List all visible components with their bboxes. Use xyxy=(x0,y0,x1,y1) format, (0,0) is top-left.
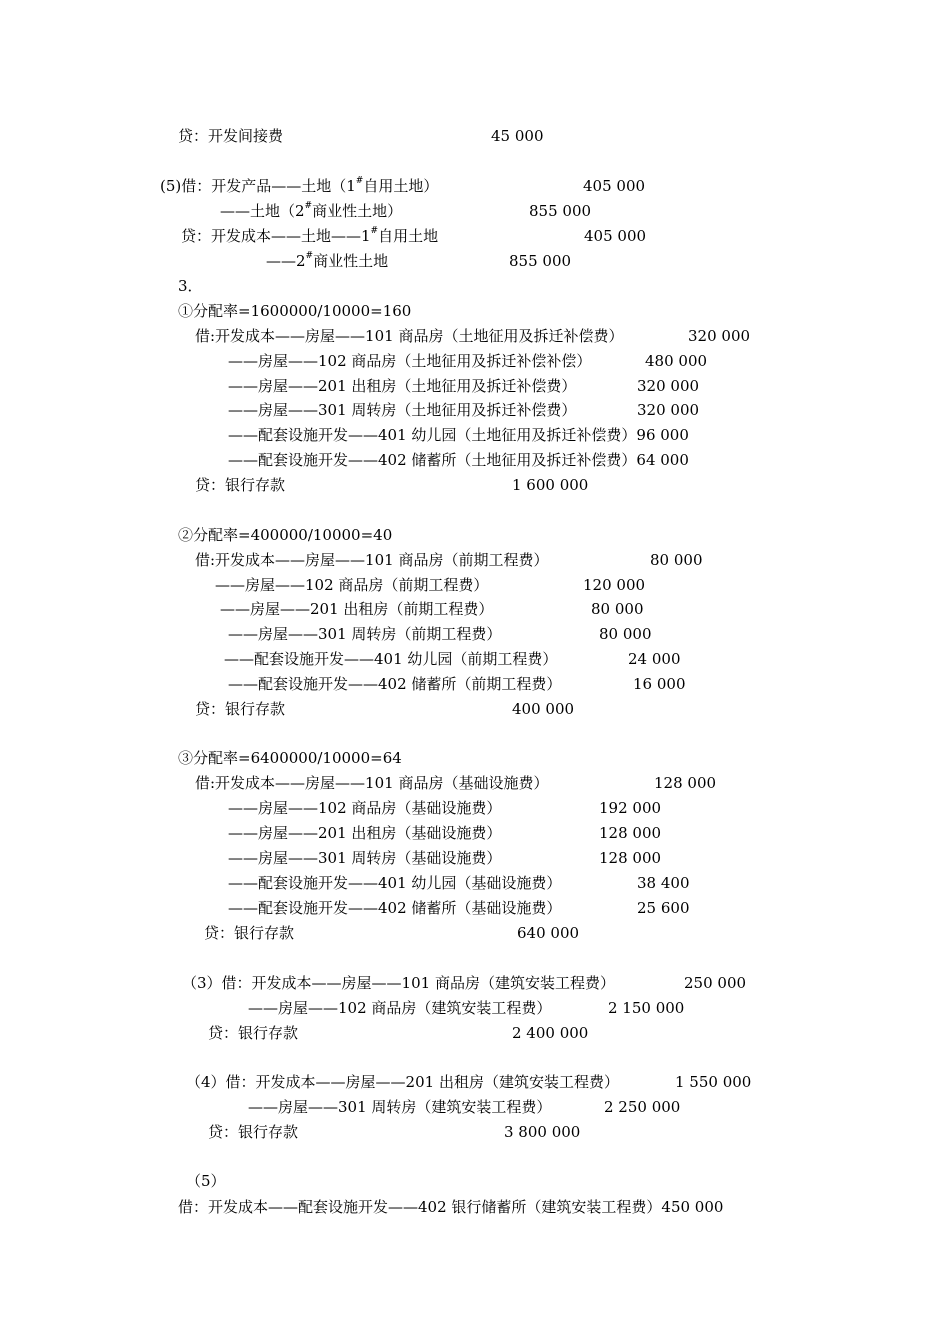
entry-line xyxy=(181,227,438,245)
entry-line xyxy=(228,625,501,643)
entry-line xyxy=(195,700,285,718)
entry-text: 贷：银行存款 xyxy=(195,700,286,718)
entry-line xyxy=(228,377,576,395)
entry-text: （5） xyxy=(186,1172,226,1190)
entry-text: 贷：开发成本——土地——1 xyxy=(181,227,371,245)
entry-amount: 192 000 xyxy=(599,799,662,817)
entry-text: ——配套设施开发——402 储蓄所（基础设施费） xyxy=(228,899,562,917)
entry-text: ——配套设施开发——401 幼儿园（前期工程费） xyxy=(224,650,558,668)
entry-text: 贷：银行存款 xyxy=(208,1123,299,1141)
entry-line xyxy=(195,774,548,792)
entry-amount: 405 000 xyxy=(583,177,646,195)
entry-text: 借:开发成本——房屋——101 商品房（前期工程费） xyxy=(195,551,549,569)
entry-amount: 1 550 000 xyxy=(675,1073,752,1091)
entry-text: （4）借：开发成本——房屋——201 出租房（建筑安装工程费） xyxy=(186,1073,619,1091)
entry-text: ——房屋——102 商品房（土地征用及拆迁补偿补偿） xyxy=(228,352,592,370)
entry-amount: 640 000 xyxy=(517,924,580,942)
entry-line xyxy=(208,1024,298,1042)
entry-amount: 320 000 xyxy=(688,327,751,345)
superscript-mark: # xyxy=(370,226,379,236)
entry-line xyxy=(228,426,689,444)
entry-amount: 38 400 xyxy=(637,874,690,892)
entry-line xyxy=(186,1172,226,1190)
entry-amount: 80 000 xyxy=(650,551,703,569)
entry-line xyxy=(178,277,203,295)
entry-text: 贷：银行存款 xyxy=(208,1024,299,1042)
entry-line xyxy=(195,551,548,569)
entry-amount: 855 000 xyxy=(529,202,592,220)
entry-text: ——房屋——301 周转房（基础设施费） xyxy=(228,849,502,867)
entry-text: ——土地（2 xyxy=(220,202,305,220)
entry-amount: 320 000 xyxy=(637,401,700,419)
superscript-mark: # xyxy=(305,251,314,261)
entry-text: ③分配率=6400000/10000=64 xyxy=(178,749,402,767)
entry-line xyxy=(160,177,438,195)
entry-text: ——房屋——102 商品房（前期工程费） xyxy=(215,576,489,594)
entry-line xyxy=(228,849,501,867)
entry-amount: 2 400 000 xyxy=(512,1024,589,1042)
entry-amount: 405 000 xyxy=(584,227,647,245)
entry-line xyxy=(178,526,392,544)
entry-text: ——房屋——301 周转房（建筑安装工程费） xyxy=(248,1098,552,1116)
entry-line xyxy=(178,1198,723,1216)
entry-line xyxy=(228,675,561,693)
entry-line xyxy=(228,899,561,917)
entry-line xyxy=(208,1123,298,1141)
entry-line xyxy=(204,924,294,942)
entry-line xyxy=(248,999,551,1017)
entry-text: 借:开发成本——房屋——101 商品房（土地征用及拆迁补偿费） xyxy=(195,327,624,345)
entry-amount: 320 000 xyxy=(637,377,700,395)
entry-text: ——2 xyxy=(266,252,306,270)
entry-line xyxy=(224,650,557,668)
entry-amount: 45 000 xyxy=(491,127,544,145)
entry-amount: 1 600 000 xyxy=(512,476,589,494)
entry-text-suffix: 商业性土地 xyxy=(313,252,389,270)
entry-line xyxy=(220,600,493,618)
entry-amount: 2 250 000 xyxy=(604,1098,681,1116)
entry-line xyxy=(228,352,591,370)
entry-amount: 16 000 xyxy=(633,675,686,693)
entry-text: 借：开发成本——配套设施开发——402 银行储蓄所（建筑安装工程费）450 000 xyxy=(178,1198,724,1216)
entry-line xyxy=(228,401,576,419)
entry-text: 3． xyxy=(178,277,203,295)
entry-amount: 128 000 xyxy=(654,774,717,792)
entry-text: (5)借：开发产品——土地（1 xyxy=(160,177,356,195)
entry-amount: 120 000 xyxy=(583,576,646,594)
entry-amount: 2 150 000 xyxy=(608,999,685,1017)
entry-line xyxy=(178,127,283,145)
entry-amount: 128 000 xyxy=(599,849,662,867)
entry-line xyxy=(228,451,689,469)
entry-text: ——房屋——201 出租房（前期工程费） xyxy=(220,600,494,618)
entry-line xyxy=(228,799,501,817)
entry-text: 贷：银行存款 xyxy=(195,476,286,494)
entry-text: （3）借：开发成本——房屋——101 商品房（建筑安装工程费） xyxy=(182,974,615,992)
entry-amount: 3 800 000 xyxy=(504,1123,581,1141)
entry-line xyxy=(182,974,615,992)
entry-text: 借:开发成本——房屋——101 商品房（基础设施费） xyxy=(195,774,549,792)
entry-text: ——房屋——201 出租房（基础设施费） xyxy=(228,824,502,842)
entry-text-suffix: 商业性土地） xyxy=(312,202,403,220)
entry-line xyxy=(248,1098,551,1116)
entry-amount: 250 000 xyxy=(684,974,747,992)
entry-text: ——房屋——301 周转房（前期工程费） xyxy=(228,625,502,643)
entry-text: ——配套设施开发——401 幼儿园（基础设施费） xyxy=(228,874,562,892)
entry-amount: 480 000 xyxy=(645,352,708,370)
entry-text: ——配套设施开发——402 储蓄所（前期工程费） xyxy=(228,675,562,693)
entry-text: ①分配率=1600000/10000=160 xyxy=(178,302,412,320)
entry-amount: 25 600 xyxy=(637,899,690,917)
entry-line xyxy=(178,302,411,320)
entry-line xyxy=(228,874,561,892)
entry-line xyxy=(215,576,488,594)
entry-line xyxy=(186,1073,619,1091)
entry-text: ——房屋——102 商品房（建筑安装工程费） xyxy=(248,999,552,1017)
entry-text-suffix: 自用土地） xyxy=(363,177,439,195)
entry-line xyxy=(178,749,402,767)
entry-line xyxy=(266,252,388,270)
entry-text: 贷：银行存款 xyxy=(204,924,295,942)
entry-text: ——房屋——102 商品房（基础设施费） xyxy=(228,799,502,817)
entry-amount: 855 000 xyxy=(509,252,572,270)
entry-amount: 24 000 xyxy=(628,650,681,668)
entry-text: ——配套设施开发——402 储蓄所（土地征用及拆迁补偿费）64 000 xyxy=(228,451,689,469)
entry-amount: 80 000 xyxy=(599,625,652,643)
entry-line xyxy=(228,824,501,842)
entry-text: ——配套设施开发——401 幼儿园（土地征用及拆迁补偿费）96 000 xyxy=(228,426,689,444)
entry-text: ——房屋——201 出租房（土地征用及拆迁补偿费） xyxy=(228,377,577,395)
entry-amount: 80 000 xyxy=(591,600,644,618)
entry-amount: 400 000 xyxy=(512,700,575,718)
entry-amount: 128 000 xyxy=(599,824,662,842)
entry-line xyxy=(195,327,623,345)
superscript-mark: # xyxy=(304,201,313,211)
entry-text: ——房屋——301 周转房（土地征用及拆迁补偿费） xyxy=(228,401,577,419)
superscript-mark: # xyxy=(355,176,364,186)
entry-text: ②分配率=400000/10000=40 xyxy=(178,526,393,544)
entry-line xyxy=(220,202,402,220)
entry-line xyxy=(195,476,285,494)
entry-text: 贷：开发间接费 xyxy=(178,127,284,145)
entry-text-suffix: 自用土地 xyxy=(378,227,439,245)
